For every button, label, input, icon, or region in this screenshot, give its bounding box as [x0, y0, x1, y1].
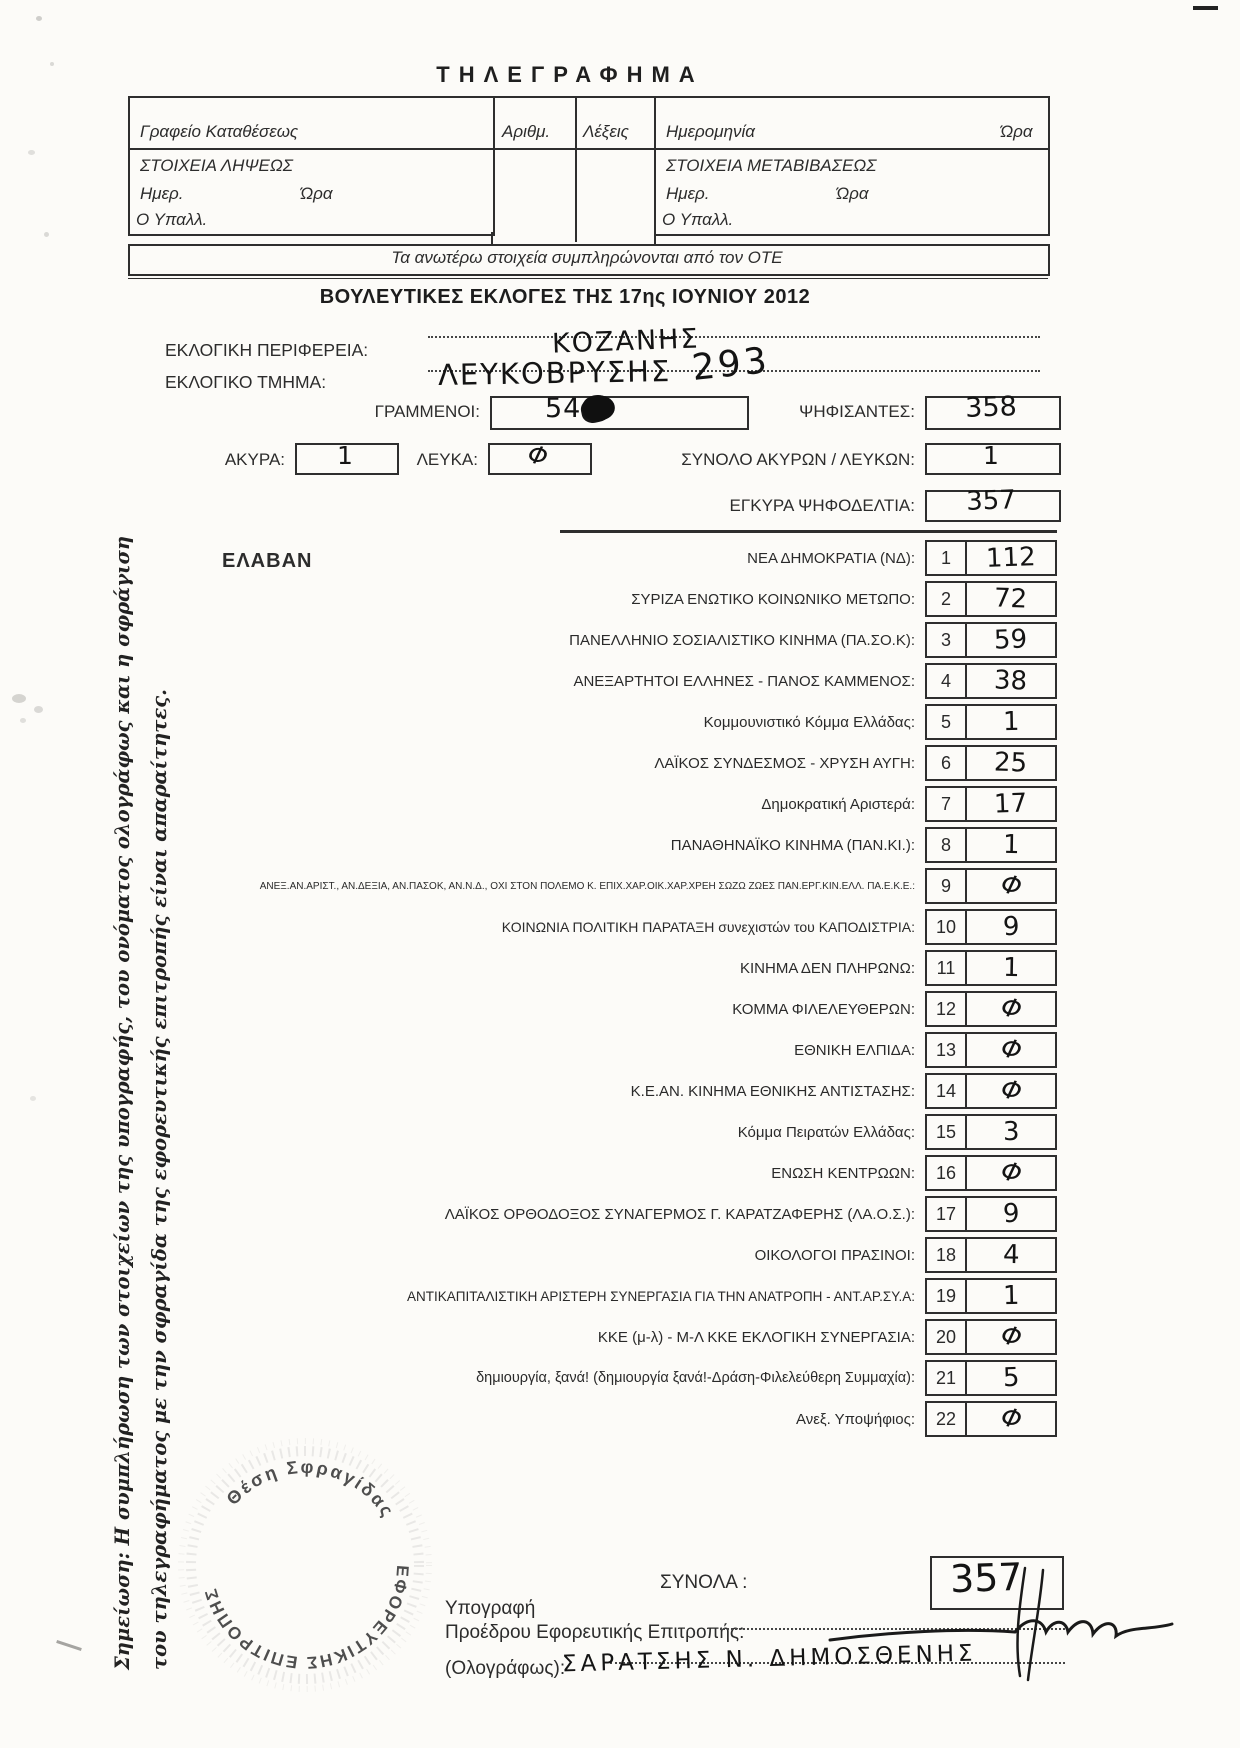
party-label: ΚΙΝΗΜΑ ΔΕΝ ΠΛΗΡΩΝΩ:: [740, 959, 915, 977]
side-note-line2: του τηλεγραφήματος με την σφραγίδα της εφορευτικής επιτροπής είναι απαραίτητες.: [148, 689, 171, 1670]
separator-rule: [560, 530, 1057, 533]
party-votes-handwritten: 4: [1002, 1239, 1020, 1271]
party-votes-handwritten: 1: [1002, 829, 1020, 861]
party-number-cell: 5: [925, 704, 965, 740]
party-votes-cell: [965, 1401, 1057, 1437]
party-number-cell: 8: [925, 827, 965, 863]
district-label: ΕΚΛΟΓΙΚΗ ΠΕΡΙΦΕΡΕΙΑ:: [165, 340, 369, 360]
party-row: [130, 622, 1057, 658]
voted-value-handwritten: 358: [964, 391, 1018, 424]
party-label: δημιουργία, ξανά! (δημιουργία ξανά!-Δράση-Φιλελεύθερη Συμμαχία):: [476, 1370, 915, 1386]
party-votes-cell: [965, 1032, 1057, 1068]
blank-label: ΛΕΥΚΑ:: [416, 450, 478, 469]
party-label: ΑΝΕΞΑΡΤΗΤΟΙ ΕΛΛΗΝΕΣ - ΠΑΝΟΣ ΚΑΜΜΕΝΟΣ:: [573, 672, 915, 690]
reception-date-label: Ημερ.: [140, 184, 184, 203]
scan-speck: [44, 232, 49, 237]
party-label: Δημοκρατική Αριστερά:: [761, 795, 915, 813]
totals-label: ΣΥΝΟΛΑ :: [660, 1572, 748, 1593]
party-votes-handwritten: 38: [993, 665, 1029, 697]
fullname-label: (Ολογράφως):: [445, 1658, 566, 1679]
party-row: [130, 1237, 1057, 1273]
fullname-handwritten: ΣΑΡΑΤΣΗΣ Ν. ΔΗΜΟΣΘΕΝΗΣ: [561, 1640, 977, 1678]
party-label: ΛΑΪΚΟΣ ΟΡΘΟΔΟΞΟΣ ΣΥΝΑΓΕΡΜΟΣ Γ. ΚΑΡΑΤΖΑΦΕΡΗΣ (ΛΑ.Ο.Σ.):: [444, 1205, 915, 1223]
party-votes-cell: [965, 786, 1057, 822]
number-col-label: Αριθμ.: [502, 122, 551, 141]
party-number-cell: 22: [925, 1401, 965, 1437]
party-row: [130, 991, 1057, 1027]
party-row: [130, 1073, 1057, 1109]
party-number-cell: 2: [925, 581, 965, 617]
totals-value-handwritten: 357: [949, 1554, 1024, 1602]
party-number-cell: 6: [925, 745, 965, 781]
registered-label: ΓΡΑΜΜΕΝΟΙ:: [374, 402, 480, 421]
party-row: [130, 868, 1057, 904]
party-number-cell: 13: [925, 1032, 965, 1068]
party-votes-cell: [965, 581, 1057, 617]
table-line: [654, 232, 656, 244]
ote-note: Τα ανωτέρω στοιχεία συμπληρώνονται από τον ΟΤΕ: [391, 248, 783, 267]
section-number-handwritten: 293: [690, 340, 772, 389]
party-label: ΕΝΩΣΗ ΚΕΝΤΡΩΩΝ:: [771, 1164, 915, 1182]
invalid-label: ΑΚΥΡΑ:: [224, 450, 285, 469]
party-votes-handwritten: Φ: [997, 868, 1025, 904]
party-number-cell: 18: [925, 1237, 965, 1273]
invalid-value-handwritten: 1: [337, 441, 353, 470]
transmission-clerk-label: Ο Υπαλλ.: [662, 210, 734, 229]
party-number-cell: 21: [925, 1360, 965, 1396]
party-label: ΚΚΕ (μ-λ) - Μ-Λ ΚΚΕ ΕΚΛΟΓΙΚΗ ΣΥΝΕΡΓΑΣΙΑ:: [597, 1328, 915, 1346]
party-votes-cell: [965, 1073, 1057, 1109]
party-votes-handwritten: 1: [1002, 1280, 1020, 1312]
party-votes-cell: [965, 622, 1057, 658]
party-label: ΠΑΝΕΛΛΗΝΙΟ ΣΟΣΙΑΛΙΣΤΙΚΟ ΚΙΝΗΜΑ (ΠΑ.ΣΟ.Κ):: [569, 631, 915, 649]
party-number-cell: 15: [925, 1114, 965, 1150]
district-value-handwritten: ΚΟΖΑΝΗΣ: [551, 323, 700, 360]
party-number-cell: 20: [925, 1319, 965, 1355]
party-row: [130, 1278, 1057, 1314]
party-row: [130, 540, 1057, 576]
registered-value-handwritten: 54: [545, 392, 612, 424]
party-votes-cell: [965, 991, 1057, 1027]
party-label: ΝΕΑ ΔΗΜΟΚΡΑΤΙΑ (ΝΔ):: [747, 549, 915, 567]
scan-speck: [12, 694, 26, 703]
party-votes-handwritten: 1: [1002, 952, 1020, 984]
party-votes-cell: [965, 1196, 1057, 1232]
party-votes-handwritten: Φ: [997, 1319, 1025, 1355]
reception-clerk-label: Ο Υπαλλ.: [136, 210, 208, 229]
page-title: ΤΗΛΕΓΡΑΦΗΜΑ: [436, 62, 704, 87]
party-votes-cell: [965, 1319, 1057, 1355]
party-label: ΚΟΙΝΩΝΙΑ ΠΟΛΙΤΙΚΗ ΠΑΡΑΤΑΞΗ συνεχιστών του ΚΑΠΟΔΙΣΤΡΙΑ:: [501, 919, 915, 935]
ink-blot: [581, 392, 616, 423]
party-number-cell: 9: [925, 868, 965, 904]
voted-label: ΨΗΦΙΣΑΝΤΕΣ:: [799, 402, 915, 421]
district-line: [428, 336, 1040, 338]
party-votes-handwritten: 59: [993, 624, 1029, 656]
svg-text:Θέση Σφραγίδας: [222, 1457, 398, 1522]
party-label: Κ.Ε.ΑΝ. ΚΙΝΗΜΑ ΕΘΝΙΚΗΣ ΑΝΤΙΣΤΑΣΗΣ:: [630, 1082, 915, 1100]
valid-label: ΕΓΚΥΡΑ ΨΗΦΟΔΕΛΤΙΑ:: [729, 496, 915, 515]
party-row: [130, 1155, 1057, 1191]
side-note-line1: Σημείωση: Η συμπλήρωση των στοιχείων της υπογραφής, του ονόματος ολογράφως και η σφράγιση: [111, 536, 134, 1670]
president-label: Προέδρου Εφορευτικής Επιτροπής:: [445, 1622, 745, 1643]
party-votes-cell: [965, 1237, 1057, 1273]
party-row: [130, 704, 1057, 740]
table-line: [575, 96, 577, 242]
party-label: ΟΙΚΟΛΟΓΟΙ ΠΡΑΣΙΝΟΙ:: [754, 1246, 915, 1264]
table-line: [128, 278, 1048, 279]
party-row: [130, 663, 1057, 699]
party-votes-cell: [965, 827, 1057, 863]
side-note: [104, 452, 180, 1670]
party-row: [130, 950, 1057, 986]
party-votes-handwritten: Φ: [997, 1155, 1025, 1191]
party-votes-handwritten: 72: [993, 583, 1029, 615]
party-votes-cell: [965, 1155, 1057, 1191]
party-votes-handwritten: Φ: [997, 991, 1025, 1027]
transmission-title: ΣΤΟΙΧΕΙΑ ΜΕΤΑΒΙΒΑΣΕΩΣ: [666, 156, 877, 175]
stamp-speckle-ring: [191, 1451, 419, 1679]
party-number-cell: 12: [925, 991, 965, 1027]
party-label: ΣΥΡΙΖΑ ΕΝΩΤΙΚΟ ΚΟΙΝΩΝΙΚΟ ΜΕΤΩΠΟ:: [631, 590, 915, 608]
party-votes-cell: [965, 540, 1057, 576]
reception-title: ΣΤΟΙΧΕΙΑ ΛΗΨΕΩΣ: [140, 156, 293, 175]
party-number-cell: 3: [925, 622, 965, 658]
table-line: [491, 232, 493, 244]
party-label: Ανεξ. Υποψήφιος:: [795, 1410, 915, 1428]
party-votes-cell: [965, 745, 1057, 781]
party-votes-handwritten: 5: [1002, 1362, 1020, 1394]
party-label: ΕΘΝΙΚΗ ΕΛΠΙΔΑ:: [794, 1041, 915, 1059]
party-number-cell: 10: [925, 909, 965, 945]
invalid-blank-total-value-handwritten: 1: [983, 441, 999, 470]
stamp-speckle-ring: [181, 1441, 429, 1689]
party-label: ΚΟΜΜΑ ΦΙΛΕΛΕΥΘΕΡΩΝ:: [732, 1000, 915, 1018]
party-label: ΛΑΪΚΟΣ ΣΥΝΔΕΣΜΟΣ - ΧΡΥΣΗ ΑΥΓΗ:: [654, 754, 915, 772]
transmission-date-label: Ημερ.: [666, 184, 710, 203]
time-col-label: Ώρα: [1000, 122, 1033, 141]
party-votes-cell: [965, 704, 1057, 740]
party-row: [130, 1114, 1057, 1150]
reception-time-label: Ώρα: [300, 184, 333, 203]
scan-speck: [20, 718, 26, 723]
party-row: [130, 1032, 1057, 1068]
transmission-time-label: Ώρα: [836, 184, 869, 203]
stamp-text-bottom: ΕΦΟΡΕΥΤΙΚΗΣ ΕΠΙΤΡΟΠΗΣ: [200, 1564, 413, 1673]
party-number-cell: 16: [925, 1155, 965, 1191]
party-votes-cell: [965, 1278, 1057, 1314]
party-row: [130, 786, 1057, 822]
svg-text:ΕΦΟΡΕΥΤΙΚΗΣ ΕΠΙΤΡΟΠΗΣ: [201, 1565, 412, 1673]
registered-box: [490, 396, 749, 430]
party-row: [130, 581, 1057, 617]
scan-speck: [36, 16, 42, 21]
blank-value-handwritten: Φ: [524, 439, 552, 472]
party-row: [130, 909, 1057, 945]
party-number-cell: 1: [925, 540, 965, 576]
party-votes-cell: [965, 663, 1057, 699]
party-row: [130, 745, 1057, 781]
party-number-cell: 7: [925, 786, 965, 822]
corner-dash: [1193, 6, 1218, 10]
party-label: Κομμουνιστικό Κόμμα Ελλάδας:: [703, 713, 915, 731]
party-row: [130, 1319, 1057, 1355]
party-votes-handwritten: Φ: [997, 1032, 1025, 1068]
invalid-blank-total-label: ΣΥΝΟΛΟ ΑΚΥΡΩΝ / ΛΕΥΚΩΝ:: [681, 450, 915, 469]
party-number-cell: 4: [925, 663, 965, 699]
party-votes-cell: [965, 950, 1057, 986]
stamp-text-top: Θέση Σφραγίδας: [222, 1456, 399, 1522]
words-col-label: Λέξεις: [583, 122, 629, 141]
scan-speck: [34, 706, 43, 713]
party-votes-cell: [965, 868, 1057, 904]
party-votes-handwritten: 112: [985, 542, 1037, 574]
party-row: [130, 1360, 1057, 1396]
party-number-cell: 11: [925, 950, 965, 986]
scan-speck: [30, 1096, 36, 1101]
party-votes-handwritten: Φ: [997, 1073, 1025, 1109]
party-votes-handwritten: 3: [1002, 1116, 1020, 1148]
party-votes-cell: [965, 909, 1057, 945]
party-votes-handwritten: 1: [1002, 706, 1020, 738]
party-label: Κόμμα Πειρατών Ελλάδας:: [737, 1123, 915, 1141]
party-number-cell: 14: [925, 1073, 965, 1109]
party-row: [130, 1196, 1057, 1232]
party-row: [130, 827, 1057, 863]
date-col-label: Ημερομηνία: [666, 122, 755, 141]
party-label: ΑΝΤΙΚΑΠΙΤΑΛΙΣΤΙΚΗ ΑΡΙΣΤΕΡΗ ΣΥΝΕΡΓΑΣΙΑ ΓΙΑ ΤΗΝ ΑΝΑΤΡΟΠΗ - ΑΝΤ.ΑΡ.ΣΥ.Α:: [406, 1288, 915, 1304]
party-votes-cell: [965, 1114, 1057, 1150]
section-label: ΕΚΛΟΓΙΚΟ ΤΜΗΜΑ:: [165, 372, 327, 392]
table-line: [128, 148, 1048, 150]
party-votes-handwritten: 25: [993, 747, 1029, 779]
signature-title: Υπογραφή: [445, 1598, 536, 1619]
section-value-handwritten: ΛΕΥΚΟΒΡΥΣΗΣ: [437, 353, 672, 393]
party-votes-handwritten: 9: [1002, 1198, 1020, 1230]
party-votes-handwritten: 9: [1002, 911, 1020, 943]
deposit-office-label: Γραφείο Καταθέσεως: [140, 122, 299, 141]
election-title: ΒΟΥΛΕΥΤΙΚΕΣ ΕΚΛΟΓΕΣ ΤΗΣ 17ης ΙΟΥΝΙΟΥ 2012: [319, 286, 811, 308]
pen-mark: [56, 1640, 82, 1651]
party-number-cell: 19: [925, 1278, 965, 1314]
party-label: ΑΝΕΞ.ΑΝ.ΑΡΙΣΤ., ΑΝ.ΔΕΞΙΑ, ΑΝ.ΠΑΣΟΚ, ΑΝ.Ν.Δ., ΟΧΙ ΣΤΟΝ ΠΟΛΕΜΟ Κ. ΕΠΙΧ.ΧΑΡ.ΟΙΚ.ΧΑΡ.ΧΡΕΗ ΣΩΖΩ ΖΩΕΣ ΠΑΝ.ΕΡΓ.ΚΙΝ.ΕΛΛ. ΠΑ.Ε.Κ.Ε.:: [259, 880, 915, 892]
received-label: ΕΛΑΒΑΝ: [222, 550, 313, 572]
party-label: ΠΑΝΑΘΗΝΑΪΚΟ ΚΙΝΗΜΑ (ΠΑΝ.ΚΙ.):: [670, 836, 915, 854]
party-votes-handwritten: Φ: [997, 1401, 1025, 1437]
table-line: [491, 96, 654, 98]
president-signature-scribble: [800, 1528, 1220, 1688]
valid-value-handwritten: 357: [965, 485, 1017, 517]
party-number-cell: 17: [925, 1196, 965, 1232]
party-votes-handwritten: 17: [993, 788, 1029, 820]
committee-stamp: [165, 1425, 445, 1705]
party-votes-cell: [965, 1360, 1057, 1396]
scan-speck: [28, 150, 35, 155]
